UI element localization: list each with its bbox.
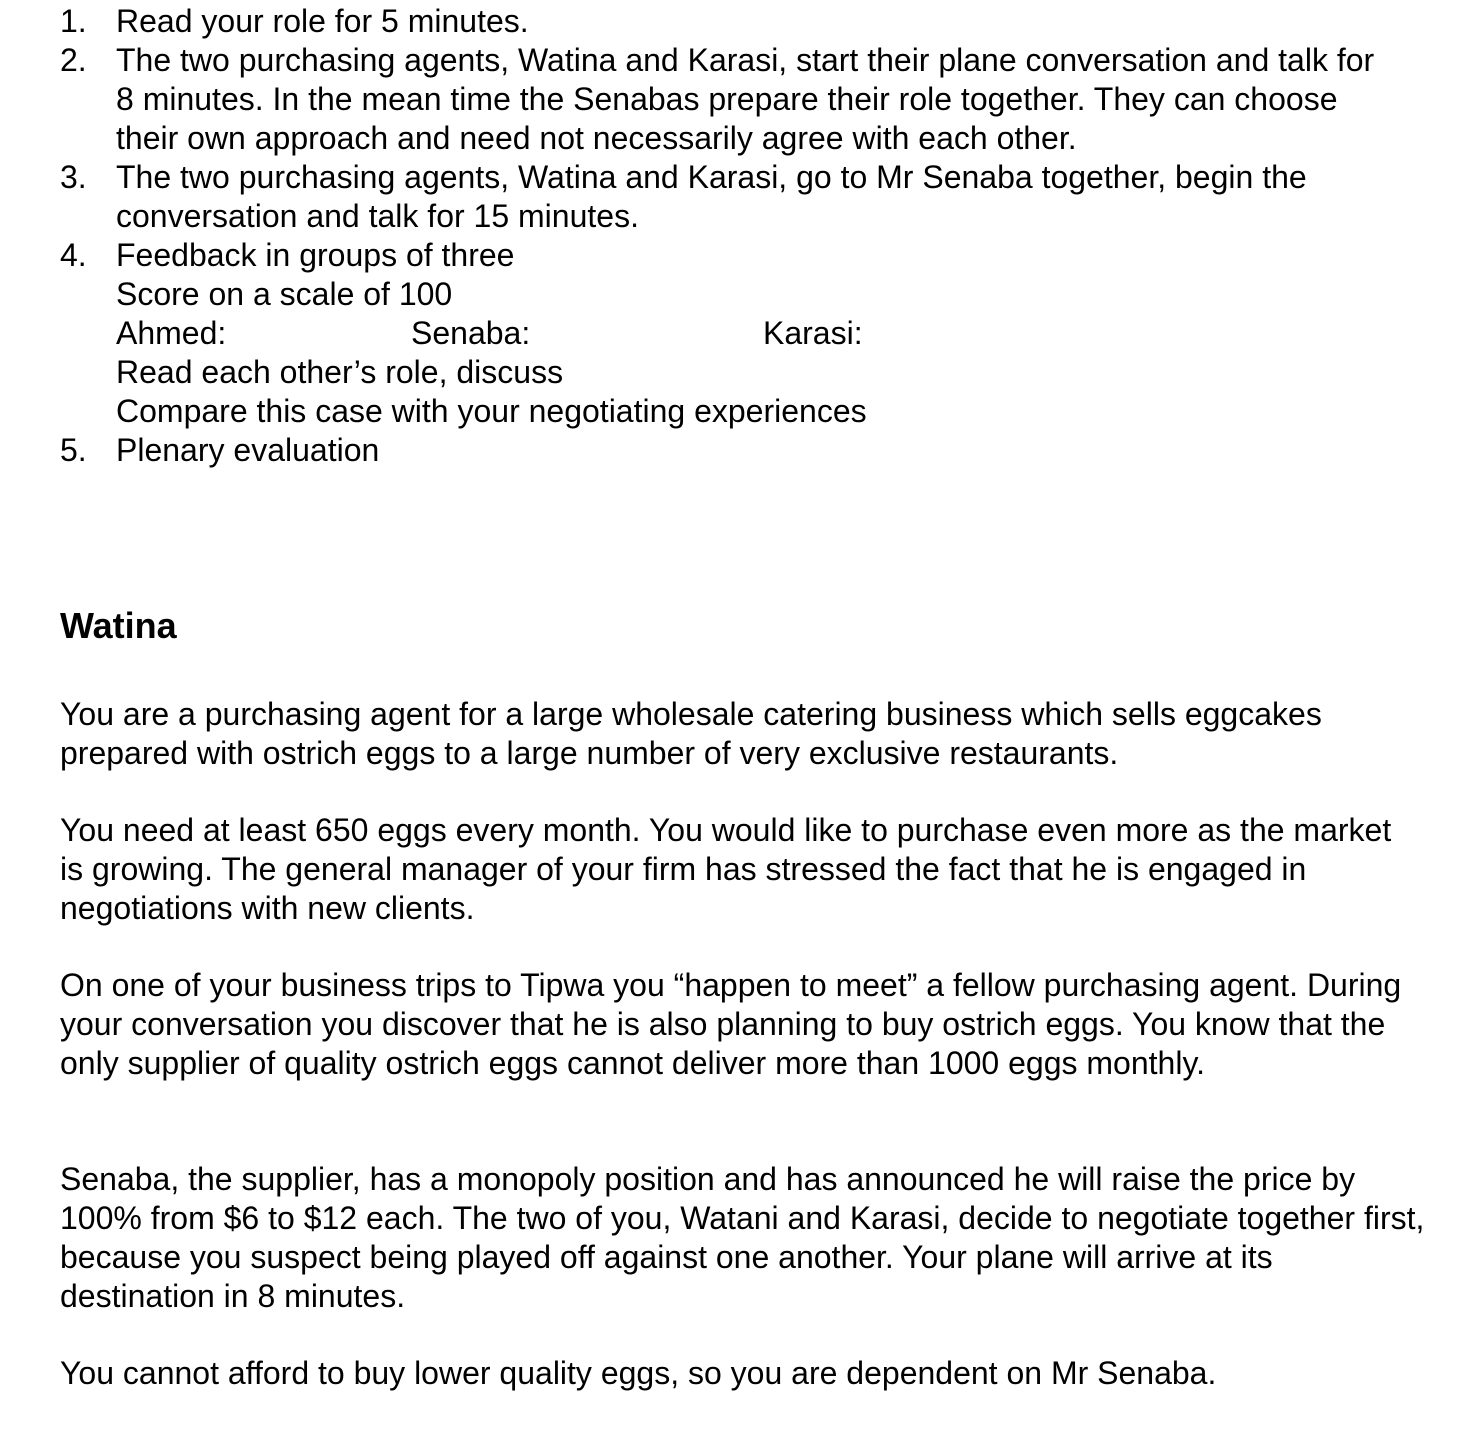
step-text: The two purchasing agents, Watina and Karasi, go to Mr Senaba together, begin the conversation and talk for 15 minutes. [116, 159, 1307, 234]
step-text: Plenary evaluation [116, 432, 380, 468]
role-paragraph: You are a purchasing agent for a large wholesale catering business which sells eggcakes prepared with ostrich eggs to a large number of very exclusive restaurants. [60, 696, 1322, 771]
step-number: 1. [60, 3, 87, 39]
role-paragraph: Senaba, the supplier, has a monopoly position and has announced he will raise the price by 100% from $6 to $12 each. The two of you, Watani and Karasi, decide to negotiate together first, because you suspect being played off against one another. Your plane will arrive at its destination in 8 minutes. [60, 1161, 1425, 1314]
step-number: 3. [60, 159, 87, 195]
step-text: Feedback in groups of three [116, 237, 515, 273]
step-text: The two purchasing agents, Watina and Karasi, start their plane conversation and talk for 8 minutes. In the mean time the Senabas prepare their role together. They can choose their own approach and need not necessarily agree with each other. [116, 42, 1375, 156]
step-text: Read your role for 5 minutes. [116, 3, 529, 39]
role-paragraph: You need at least 650 eggs every month. You would like to purchase even more as the market is growing. The general manager of your firm has stressed the fact that he is engaged in negotiations with new clients. [60, 812, 1392, 926]
score-heading: Score on a scale of 100 [116, 276, 453, 312]
score-label-karasi: Karasi: [763, 315, 863, 351]
role-title: Watina [60, 605, 177, 646]
step-item-feedback [60, 236, 1440, 431]
score-label-senaba: Senaba: [411, 315, 531, 351]
score-label-ahmed: Ahmed: [116, 315, 227, 351]
step-number: 2. [60, 42, 87, 78]
step-number: 5. [60, 432, 87, 468]
compare-instruction: Compare this case with your negotiating experiences [116, 393, 867, 429]
step-item [60, 41, 1440, 158]
role-paragraph: On one of your business trips to Tipwa you “happen to meet” a fellow purchasing agent. During your conversation you discover that he is also planning to buy ostrich eggs. You know that the only supplier of quality ostrich eggs cannot deliver more than 1000 eggs monthly. [60, 967, 1402, 1081]
score-row [116, 314, 1440, 353]
step-number: 4. [60, 237, 87, 273]
step-item [60, 158, 1440, 236]
step-item [60, 2, 1440, 41]
step-item [60, 431, 1440, 470]
instruction-steps-list [60, 2, 1440, 470]
role-paragraph: You cannot afford to buy lower quality eggs, so you are dependent on Mr Senaba. [60, 1355, 1217, 1391]
read-roles-instruction: Read each other’s role, discuss [116, 354, 564, 390]
